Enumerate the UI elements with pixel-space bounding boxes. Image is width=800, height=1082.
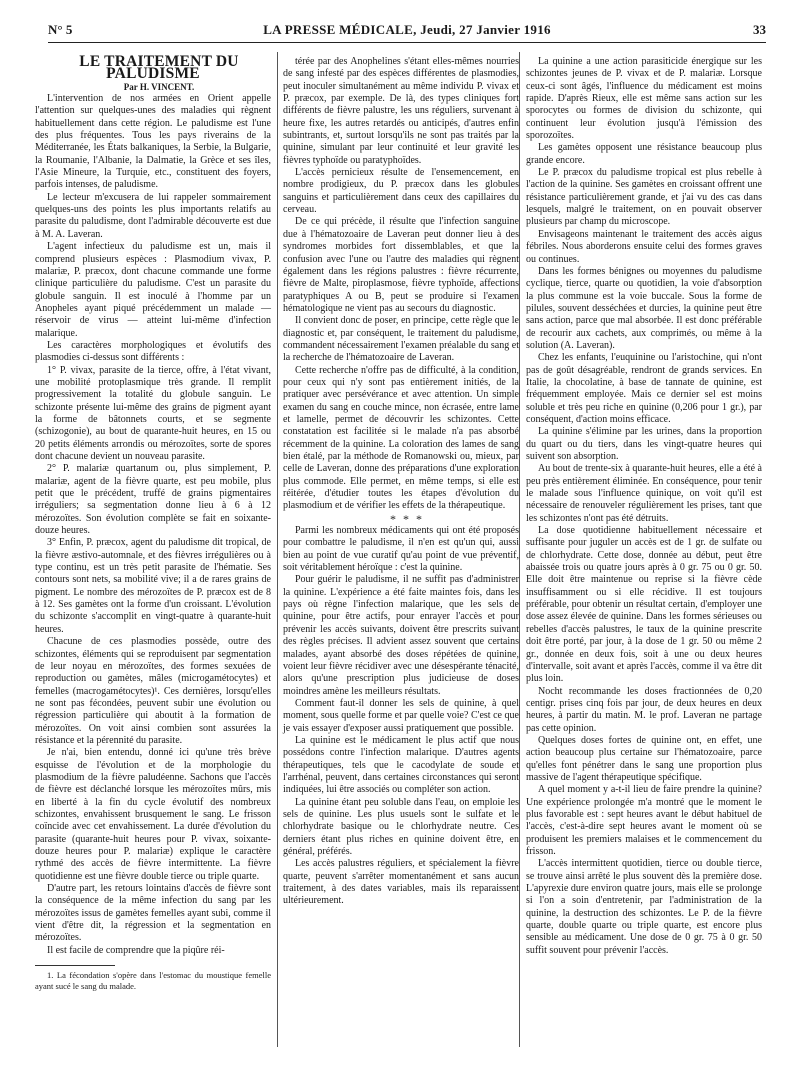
paragraph: L'accès intermittent quotidien, tierce ou double tierce, se trouve ainsi arrêté le plus souvent dès la première dose. L'apyrexie dure environ quatre jours, mais elle se prolonge si l'on a soin d'entretenir, par l'administration de la quinine, la destruction des schizontes. Le P. de la fièvre quarte, double quarte ou triple quarte, est encore plus sensible au médicament. Une dose de 0 gr. 75 à 0 gr. 50 suffit souvent pour prévenir l'accès.: [526, 858, 762, 956]
page-header: [48, 22, 766, 40]
paragraph: Dans les formes bénignes ou moyennes du paludisme cyclique, tierce, quarte ou quotidien, la voie d'absorption la plus commune est la voie buccale. Sous la forme de pilules, souvent desséchées et durcies, la quinine peut être sans action, parce que mal absorbée. Il est donc préférable de recourir aux cachets, aux comprimés, ou même à la solution (A. Laveran).: [526, 265, 762, 351]
paragraph: Il convient donc de poser, en principe, cette règle que le diagnostic et, par conséquent, le traitement du paludisme, commandent nécessairement l'examen préalable du sang et la recherche de l'hématozoaire de Laveran.: [283, 315, 519, 364]
column-divider: [519, 52, 520, 1047]
paragraph: Le P. præcox du paludisme tropical est plus rebelle à l'action de la quinine. Ses gamètes en croissant offrent une résistance particulièrement grande, et j'ai vu des cas dans lesquels, malgré le traitement, on en pouvait observer plusieurs par champ du microscope.: [526, 167, 762, 228]
paragraph: L'accès pernicieux résulte de l'ensemencement, en nombre prodigieux, du P. præcox dans les globules sanguins et particulièrement dans ceux des capillaires du cerveau.: [283, 167, 519, 216]
column-2: [283, 56, 519, 908]
paragraph: L'agent infectieux du paludisme est un, mais il comprend plusieurs espèces : Plasmodium vivax, P. malariæ, P. præcox, dont chacune commande une forme clinique particulière du paludisme. C'est un parasite du globule sanguin. Il est inoculé à l'homme par un Anopheles ayant piqué précédemment un malade — réservoir de virus — atteint lui-même d'infection malarique.: [35, 241, 271, 339]
paragraph: De ce qui précède, il résulte que l'infection sanguine due à l'hématozoaire de Laveran peut donner lieu à des syndromes morbides fort dissemblables, et que la confusion avec l'une ou l'autre des maladies qui règnent également dans les régions palustres : fièvre récurrente, fièvre de Malte, piroplasmose, fièvre typhoïde, affections paratyphiques A ou B, peut se produire si l'examen hématologique ne vient pas au secours du diagnostic.: [283, 216, 519, 314]
header-rule: [48, 42, 766, 43]
paragraph: L'intervention de nos armées en Orient appelle l'attention sur quelques-unes des maladies qui règnent habituellement dans cette région. Le paludisme est l'une des plus fréquentes. Tous les pays riverains de la Méditerranée, les États balkaniques, la Serbie, la Bulgarie, la Roumanie, l'Albanie, la Dalmatie, la Grèce et ses îles, l'Asie Mineure, la Turquie, etc., constituent des foyers, parfois intenses, de paludisme.: [35, 93, 271, 191]
footnote-rule: [35, 965, 115, 966]
paragraph: 1° P. vivax, parasite de la tierce, offre, à l'état vivant, une mobilité protoplasmique très grande. Il remplit progressivement la totalité du globule sanguin. Le schizonte présente lui-même des grains de pigment ayant la forme de bâtonnets courts, et se segmente (schizogonie), au bout de quarante-huit heures, en 15 ou 20 petits éléments arrondis ou mérozoïtes, sorte de spores dont chacune devient un nouveau parasite.: [35, 364, 271, 462]
paragraph: Il est facile de comprendre que la piqûre réi-: [47, 944, 225, 956]
paragraph: Parmi les nombreux médicaments qui ont été proposés pour combattre le paludisme, il n'en est qu'un qui, aussi bien au point de vue curatif qu'au point de vue préventif, soit véritablement héroïque : c'est la quinine.: [283, 525, 519, 574]
section-separator: * * *: [390, 511, 424, 526]
paragraph: A quel moment y a-t-il lieu de faire prendre la quinine? Une expérience prolongée m'a montré que le moment le plus favorable est : sept heures avant le début habituel de l'accès, c'est-à-dire sept heures avant le moment où se produisent les premiers malaises et le commencement du frisson.: [526, 784, 762, 857]
paragraph: Les caractères morphologiques et évolutifs des plasmodies ci-dessus sont différents :: [35, 339, 271, 364]
paragraph: 3° Enfin, P. præcox, agent du paludisme dit tropical, de la fièvre æstivo-automnale, et des fièvres irrégulières ou à type continu, est un très petit parasite de l'hématie. Ses contours sont nets, sa mobilité vive; il a de rares grains de pigment. Le nombre des mérozoïtes de P. præcox est de 8 à 12. Ses gamètes ont la forme d'un croissant. L'évolution du schizonte s'accomplit en vingt-quatre à quarante-huit heures.: [35, 537, 271, 635]
masthead: [48, 22, 766, 38]
paragraph: Le lecteur m'excusera de lui rappeler sommairement quelques-uns des points les plus importants relatifs au parasite du paludisme, dont l'admirable découverte est due à M. A. Laveran.: [35, 191, 271, 240]
article-title: LE TRAITEMENT DU PALUDISME: [79, 53, 239, 83]
issue-date: Jeudi, 27 Janvier 1916: [420, 22, 551, 37]
paragraph: Les accès palustres réguliers, et spécialement la fièvre quarte, peuvent s'arrêter momentanément et sans aucun traitement, à des dates variables, mais ils reparaissent ultérieurement.: [283, 858, 519, 907]
article-author: Par H. VINCENT.: [123, 81, 195, 92]
paragraph: Nocht recommande les doses fractionnées de 0,20 centigr. prises cinq fois par jour, de deux heures en deux heures, à partir du matin. M. le prof. Laveran ne partage pas cette opinion.: [526, 685, 762, 734]
footnote: 1. La fécondation s'opère dans l'estomac du moustique femelle ayant sucé le sang du malade.: [35, 970, 271, 991]
journal-name: LA PRESSE MÉDICALE,: [263, 22, 417, 37]
paragraph: térée par des Anophelines s'étant elles-mêmes nourries de sang infesté par des espèces différentes de plasmodies, peut inoculer simultanément au même individu P. vivax et P. præcox, par exemple. De là, des types cliniques fort différents de fièvre palustre, les uns réguliers, survenant à heure fixe, les autres retardés ou anticipés, d'autres enfin subintrants, et, surtout lorsqu'ils ne sont pas traités par la quinine, simulant par leur continuité et leur gravité les fièvres typhoïde ou paratyphoïdes.: [283, 56, 519, 166]
paragraph: Au bout de trente-six à quarante-huit heures, elle a été à peu près entièrement éliminée. En conséquence, pour tenir le malade sous l'influence quinique, on voit qu'il est nécessaire de renouveler régulièrement les prises, tant que les schizontes n'ont pas été détruits.: [526, 463, 762, 524]
column-3: [526, 56, 762, 957]
paragraph: Comment faut-il donner les sels de quinine, à quel moment, sous quelle forme et par quelle voie? C'est ce que je vais essayer d'exposer aussi pratiquement que possible.: [283, 697, 519, 734]
paragraph: La quinine étant peu soluble dans l'eau, on emploie les sels de quinine. Les plus usuels sont le sulfate et le chlorhydrate basique ou le chlorhydrate neutre. Ces derniers étant plus riches en quinine doivent être, en général, préférés.: [283, 796, 519, 857]
column-divider: [277, 52, 278, 1047]
paragraph: Quelques doses fortes de quinine ont, en effet, une action beaucoup plus certaine sur l'hématozoaire, parce qu'elles font pénétrer dans le sang une proportion plus massive de l'agent thérapeutique spécifique.: [526, 734, 762, 783]
paragraph: Je n'ai, bien entendu, donné ici qu'une très brève esquisse de l'évolution et de la morphologie du plasmodium de la fièvre paludéenne. Sachons que l'accès de fièvre est déclanché lorsque les mérozoïtes mûrs, mis en liberté à la fin du cycle évolutif des nombreux schizontes, envahissent brusquement le sang. Le frisson coïncide avec cet envahissement. La durée d'évolution du parasite (quarante-huit heures pour P. vivax, soixante-douze heures pour P. malariæ) explique le caractère rythmé des accès de fièvre intermittente. La fièvre quotidienne est une fièvre double tierce ou triple quarte.: [35, 747, 271, 882]
paragraph: La quinine s'élimine par les urines, dans la proportion du quart ou du tiers, dans les vingt-quatre heures qui suivent son absorption.: [526, 426, 762, 462]
column-1: [35, 53, 271, 991]
paragraph: Cette recherche n'offre pas de difficulté, à la condition, pour ceux qui n'y sont pas entièrement initiés, de la pratiquer avec persévérance et avec attention. Un simple examen du sang en couche mince, non écrasée, entre lame et lamelle, permet de découvrir les schizontes. Cette constatation est facilitée si le malade n'a pas absorbé récemment de la quinine. La coloration des lames de sang bien étalé, par la méthode de Romanowski ou, mieux, par celle de Laveran, donne des préparations d'une exploration plus commode. Elle permet, en même temps, si elle est réitérée, d'étudier toutes les étapes d'évolution du plasmodium et de vérifier les effets de la thérapeutique.: [283, 364, 519, 512]
issue-number: N° 5: [48, 22, 73, 37]
paragraph: Envisageons maintenant le traitement des accès aigus fébriles. Nous aborderons ensuite celui des formes graves ou continues.: [526, 228, 762, 265]
paragraph: Chacune de ces plasmodies possède, outre des schizontes, éléments qui se reproduisent par segmentation de leur noyau en mérozoïtes, des formes sexuées de reproduction ou gamètes, mâles (microgamétocytes) et femelles (macrogamétocytes)¹. Ces dernières, lorsqu'elles ne sont pas fécondées, peuvent subir une évolution ou régression particulière qui aboutit à la formation de mérozoïtes. On voit ainsi combien sont assurées la résistance et la pérennité du parasite.: [35, 636, 271, 746]
paragraph: D'autre part, les retours lointains d'accès de fièvre sont la conséquence de la même infection du sang par les mérozoïtes issus de gamètes femelles ayant subi, comme il vient d'être dit, la régression et la segmentation en mérozoïtes.: [35, 883, 271, 944]
paragraph: 2° P. malariæ quartanum ou, plus simplement, P. malariæ, agent de la fièvre quarte, est peu mobile, plus petit que le précédent, truffé de grains pigmentaires irréguliers; sa segmentation donne lieu à 6 à 12 mérozoïtes. Son évolution complète se fait en soixante-douze heures.: [35, 463, 271, 537]
paragraph: Chez les enfants, l'euquinine ou l'aristochine, qui n'ont pas de goût désagréable, rendront de grands services. En Italie, la chocolatine, à base de tannate de quinine, est fréquemment employée. Mais ce dernier sel est moins soluble et très peu riche en quinine (0,206 pour 1 gr.), par conséquent, d'action moins efficace.: [526, 352, 762, 425]
page-number: 33: [753, 22, 766, 37]
paragraph: La dose quotidienne habituellement nécessaire et suffisante pour juguler un accès est de 1 gr. de sulfate ou de chlorhydrate. Cette dose, donnée au début, peut être abaissée trois ou quatre jours après à 0 gr. 75 ou 0 gr. 50. Elle doit être maintenue ou reprise si la fièvre cède insuffisamment ou si elle récidive. Il est toujours préférable, pour obtenir un résultat certain, d'employer une dose assez élevée de quinine. Dans les formes sérieuses ou rebelles d'accès palustres, le taux de la quinine prescrite doit être porté, par jour, à la dose de 1 gr. 50 ou même 2 gr., donnée en deux fois, soit à une ou deux heures d'intervalle, soit avant et après l'accès, comme il va être dit plus loin.: [526, 525, 762, 685]
paragraph: Pour guérir le paludisme, il ne suffit pas d'administrer la quinine. L'expérience a été faite maintes fois, dans les pays où règne l'infection malarique, que les sels de quinine, pour être actifs, pour enrayer l'accès et pour prévenir les accès suivants, doivent être prescrits suivant des règles précises. Il advient assez souvent que certains malades, ayant absorbé des doses répétées de quinine, voient leur fièvre récidiver avec une désespérante ténacité, alors qu'une prescription plus judicieuse de doses moindres amène les meilleurs résultats.: [283, 574, 519, 697]
paragraph: Les gamètes opposent une résistance beaucoup plus grande encore.: [526, 142, 762, 166]
paragraph: La quinine a une action parasiticide énergique sur les schizontes jeunes de P. vivax et de P. malariæ. Lorsque ceux-ci sont âgés, l'influence du médicament est moins rapide. D'après Rieux, elle est même sans action sur les sporocytes ou formes de division du schizonte, qui continuent leur évolution jusqu'à l'émission des sporozoïtes.: [526, 56, 762, 142]
paragraph: La quinine est le médicament le plus actif que nous possédons contre l'infection malarique. D'autres agents thérapeutiques, tels que le cacodylate de soude et l'arrhénal, peuvent, dans certaines circonstances qui seront indiquées, lui être associés ou compléter son action.: [283, 734, 519, 796]
